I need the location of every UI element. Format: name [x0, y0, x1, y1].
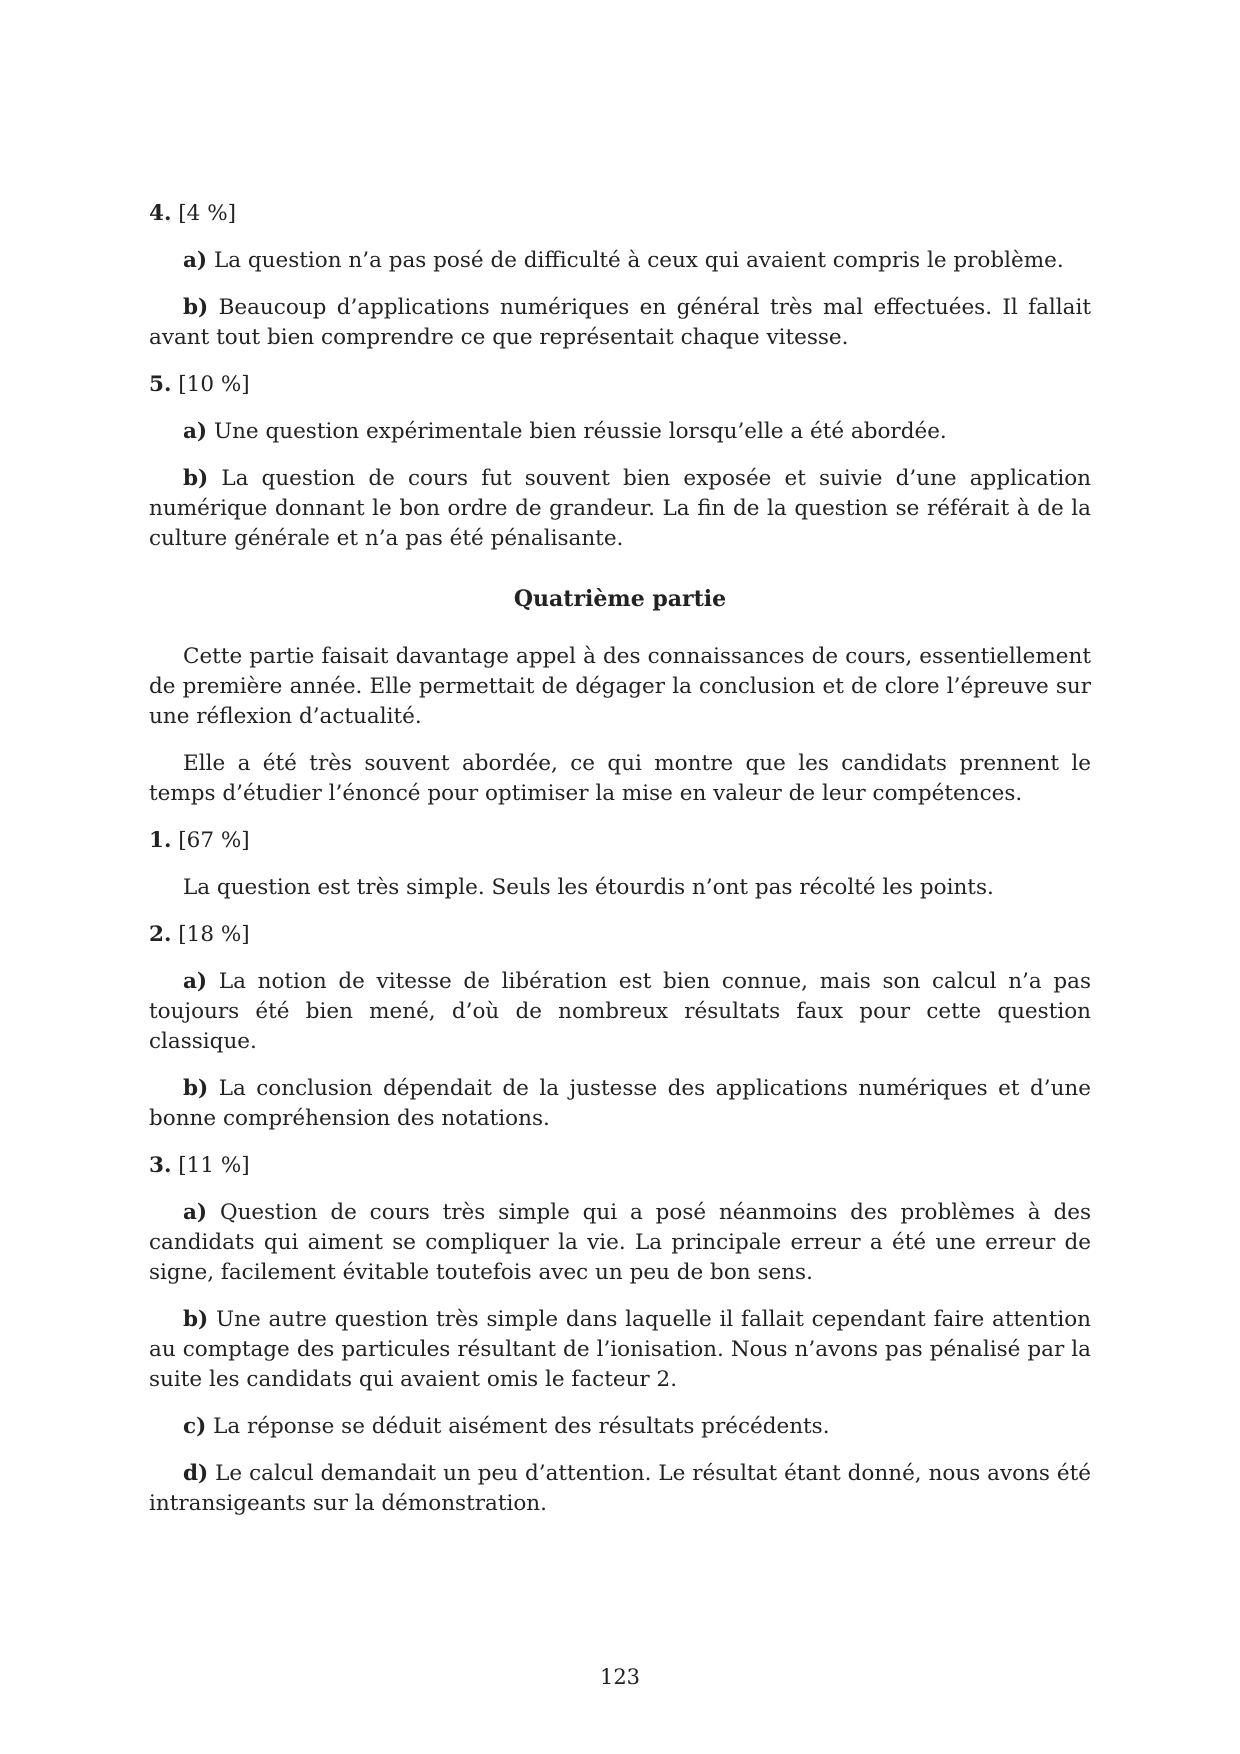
paragraph-text: La question n’a pas posé de difficulté à ceux qui avaient compris le problème. [213, 248, 1064, 273]
subquestion-label: b) [183, 295, 209, 320]
question-number: 3. [149, 1153, 172, 1178]
paragraph-text: Beaucoup d’applications numériques en général très mal effectuées. Il fallait avant tout bien comprendre ce que représentait chaque vitesse. [149, 295, 1091, 350]
question-percentage: [67 %] [178, 828, 250, 853]
paragraph [149, 293, 1091, 353]
subquestion-label: a) [183, 969, 208, 994]
paragraph-text: Une autre question très simple dans laquelle il fallait cependant faire attention au comptage des particules résultant de l’ionisation. Nous n’avons pas pénalisé par la suite les candidats qui avaient omis le facteur 2. [149, 1307, 1091, 1392]
paragraph [149, 967, 1091, 1057]
subquestion-label: d) [183, 1461, 209, 1486]
paragraph [149, 417, 1091, 447]
question-number: 5. [149, 372, 172, 397]
paragraph [149, 642, 1091, 732]
paragraph [149, 749, 1091, 809]
paragraph-text: La question est très simple. Seuls les étourdis n’ont pas récolté les points. [183, 875, 994, 900]
question-percentage: [11 %] [178, 1153, 250, 1178]
subquestion-label: a) [183, 1200, 208, 1225]
paragraph [149, 1305, 1091, 1395]
question-number: 4. [149, 201, 172, 226]
paragraph-text: La réponse se déduit aisément des résultats précédents. [213, 1414, 830, 1439]
question-number: 2. [149, 922, 172, 947]
question-heading [149, 1151, 1091, 1181]
paragraph-text: Une question expérimentale bien réussie lorsqu’elle a été abordée. [213, 419, 947, 444]
paragraph-text: Le calcul demandait un peu d’attention. Le résultat étant donné, nous avons été intransigeants sur la démonstration. [149, 1461, 1091, 1516]
paragraph-text: Cette partie faisait davantage appel à des connaissances de cours, essentiellement de première année. Elle permettait de dégager la conclusion et de clore l’épreuve sur une réflexion d’actualité. [149, 644, 1091, 729]
paragraph [149, 1459, 1091, 1519]
question-heading [149, 920, 1091, 950]
paragraph-text: La question de cours fut souvent bien exposée et suivie d’une application numérique donnant le bon ordre de grandeur. La fin de la question se référait à de la culture générale et n’a pas été pénalisante. [149, 466, 1092, 551]
subquestion-label: a) [183, 248, 208, 273]
subquestion-label: b) [183, 1076, 209, 1101]
question-heading [149, 370, 1091, 400]
question-heading [149, 826, 1091, 856]
section-title: Quatrième partie [513, 586, 727, 612]
paragraph-text: Elle a été très souvent abordée, ce qui montre que les candidats prennent le temps d’étudier l’énoncé pour optimiser la mise en valeur de leur compétences. [149, 751, 1091, 806]
paragraph [149, 873, 1091, 903]
subquestion-label: b) [183, 466, 209, 491]
page-number: 123 [599, 1665, 641, 1689]
paragraph [149, 464, 1091, 554]
subquestion-label: b) [183, 1307, 209, 1332]
paragraph-text: La notion de vitesse de libération est bien connue, mais son calcul n’a pas toujours été bien mené, d’où de nombreux résultats faux pour cette question classique. [149, 969, 1092, 1054]
paragraph [149, 246, 1091, 276]
subquestion-label: a) [183, 419, 208, 444]
paragraph [149, 1198, 1091, 1288]
question-percentage: [10 %] [178, 372, 250, 397]
subquestion-label: c) [183, 1414, 207, 1439]
page-content [149, 199, 1091, 1536]
question-number: 1. [149, 828, 172, 853]
paragraph-text: La conclusion dépendait de la justesse des applications numériques et d’une bonne compréhension des notations. [149, 1076, 1091, 1131]
paragraph-text: Question de cours très simple qui a posé néanmoins des problèmes à des candidats qui aiment se compliquer la vie. La principale erreur a été une erreur de signe, facilement évitable toutefois avec un peu de bon sens. [149, 1200, 1091, 1285]
question-percentage: [4 %] [178, 201, 237, 226]
paragraph [149, 1412, 1091, 1442]
question-percentage: [18 %] [178, 922, 250, 947]
question-heading [149, 199, 1091, 229]
paragraph [149, 1074, 1091, 1134]
